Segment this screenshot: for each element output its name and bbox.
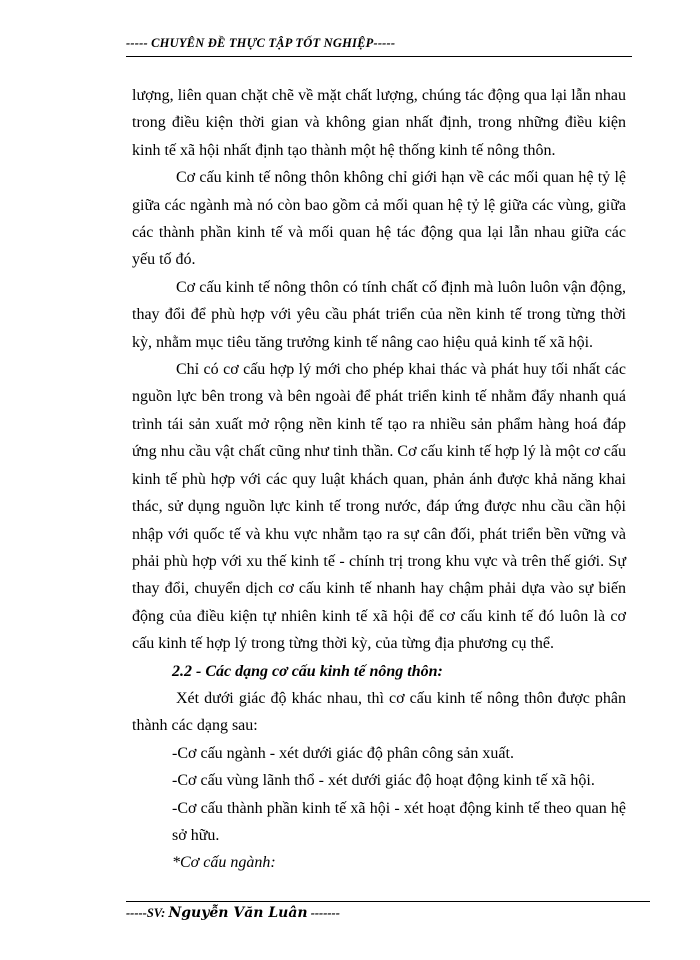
document-body — [132, 82, 626, 877]
list-item-1: -Cơ cấu ngành - xét dưới giác độ phân công sản xuất. — [172, 744, 514, 762]
student-name: Nguyễn Văn Luân — [168, 905, 308, 921]
page-header — [126, 36, 632, 57]
paragraph-1: lượng, liên quan chặt chẽ về mặt chất lượng, chúng tác động qua lại lẫn nhau trong điều kiện thời gian và không gian nhất định, trong những điều kiện kinh tế xã hội nhất định tạo thành một hệ thống kinh tế nông thôn. — [132, 87, 626, 159]
footer-divider — [126, 901, 650, 902]
paragraph-4: Chỉ có cơ cấu hợp lý mới cho phép khai thác và phát huy tối nhất các nguồn lực bên trong và bên ngoài để phát triển kinh tế nhằm đẩy nhanh quá trình tái sản xuất mở rộng nền kinh tế tạo ra nhiều sản phẩm hàng hoá đáp ứng nhu cầu vật chất cũng như tinh thần. Cơ cấu kinh tế hợp lý là một cơ cấu kinh tế phù hợp với các quy luật khách quan, phản ánh được khả năng khai thác, sử dụng nguồn lực kinh tế trong nước, đáp ứng được nhu cầu cần hội nhập với quốc tế và khu vực nhằm tạo ra sự cân đối, phát triển bền vững và phải phù hợp với xu thế kinh tế - chính trị trong khu vực và trên thế giới. Sự thay đổi, chuyển dịch cơ cấu kinh tế nhanh hay chậm phải dựa vào sự biến động của điều kiện tự nhiên kinh tế xã hội để cơ cấu kinh tế đó luôn là cơ cấu kinh tế hợp lý trong từng thời kỳ, của từng địa phương cụ thể. — [132, 361, 626, 653]
page-footer — [126, 905, 340, 921]
header-title: ----- CHUYÊN ĐỀ THỰC TẬP TỐT NGHIỆP----- — [126, 36, 396, 50]
paragraph-2: Cơ cấu kinh tế nông thôn không chỉ giới hạn về các mối quan hệ tỷ lệ giữa các ngành mà nó còn bao gồm cả mối quan hệ tỷ lệ giữa các vùng, giữa các thành phần kinh tế và mối quan hệ tác động qua lại lẫn nhau giữa các yếu tố đó. — [132, 169, 626, 269]
section-heading: 2.2 - Các dạng cơ cấu kinh tế nông thôn: — [172, 662, 443, 680]
paragraph-3: Cơ cấu kinh tế nông thôn có tính chất cố định mà luôn luôn vận động, thay đổi để phù hợp với yêu cầu phát triển của nền kinh tế trong từng thời kỳ, nhằm mục tiêu tăng trưởng kinh tế nâng cao hiệu quả kinh tế xã hội. — [132, 278, 626, 351]
list-item-2: -Cơ cấu vùng lãnh thổ - xét dưới giác độ hoạt động kinh tế xã hội. — [172, 772, 595, 790]
footer-prefix: -----SV: — [126, 906, 169, 920]
list-item-3: -Cơ cấu thành phần kinh tế xã hội - xét hoạt động kinh tế theo quan hệ sở hữu. — [172, 799, 626, 844]
paragraph-5: Xét dưới giác độ khác nhau, thì cơ cấu kinh tế nông thôn được phân thành các dạng sau: — [132, 689, 626, 735]
footer-suffix: ------- — [307, 906, 340, 920]
subheading: *Cơ cấu ngành: — [172, 854, 276, 872]
